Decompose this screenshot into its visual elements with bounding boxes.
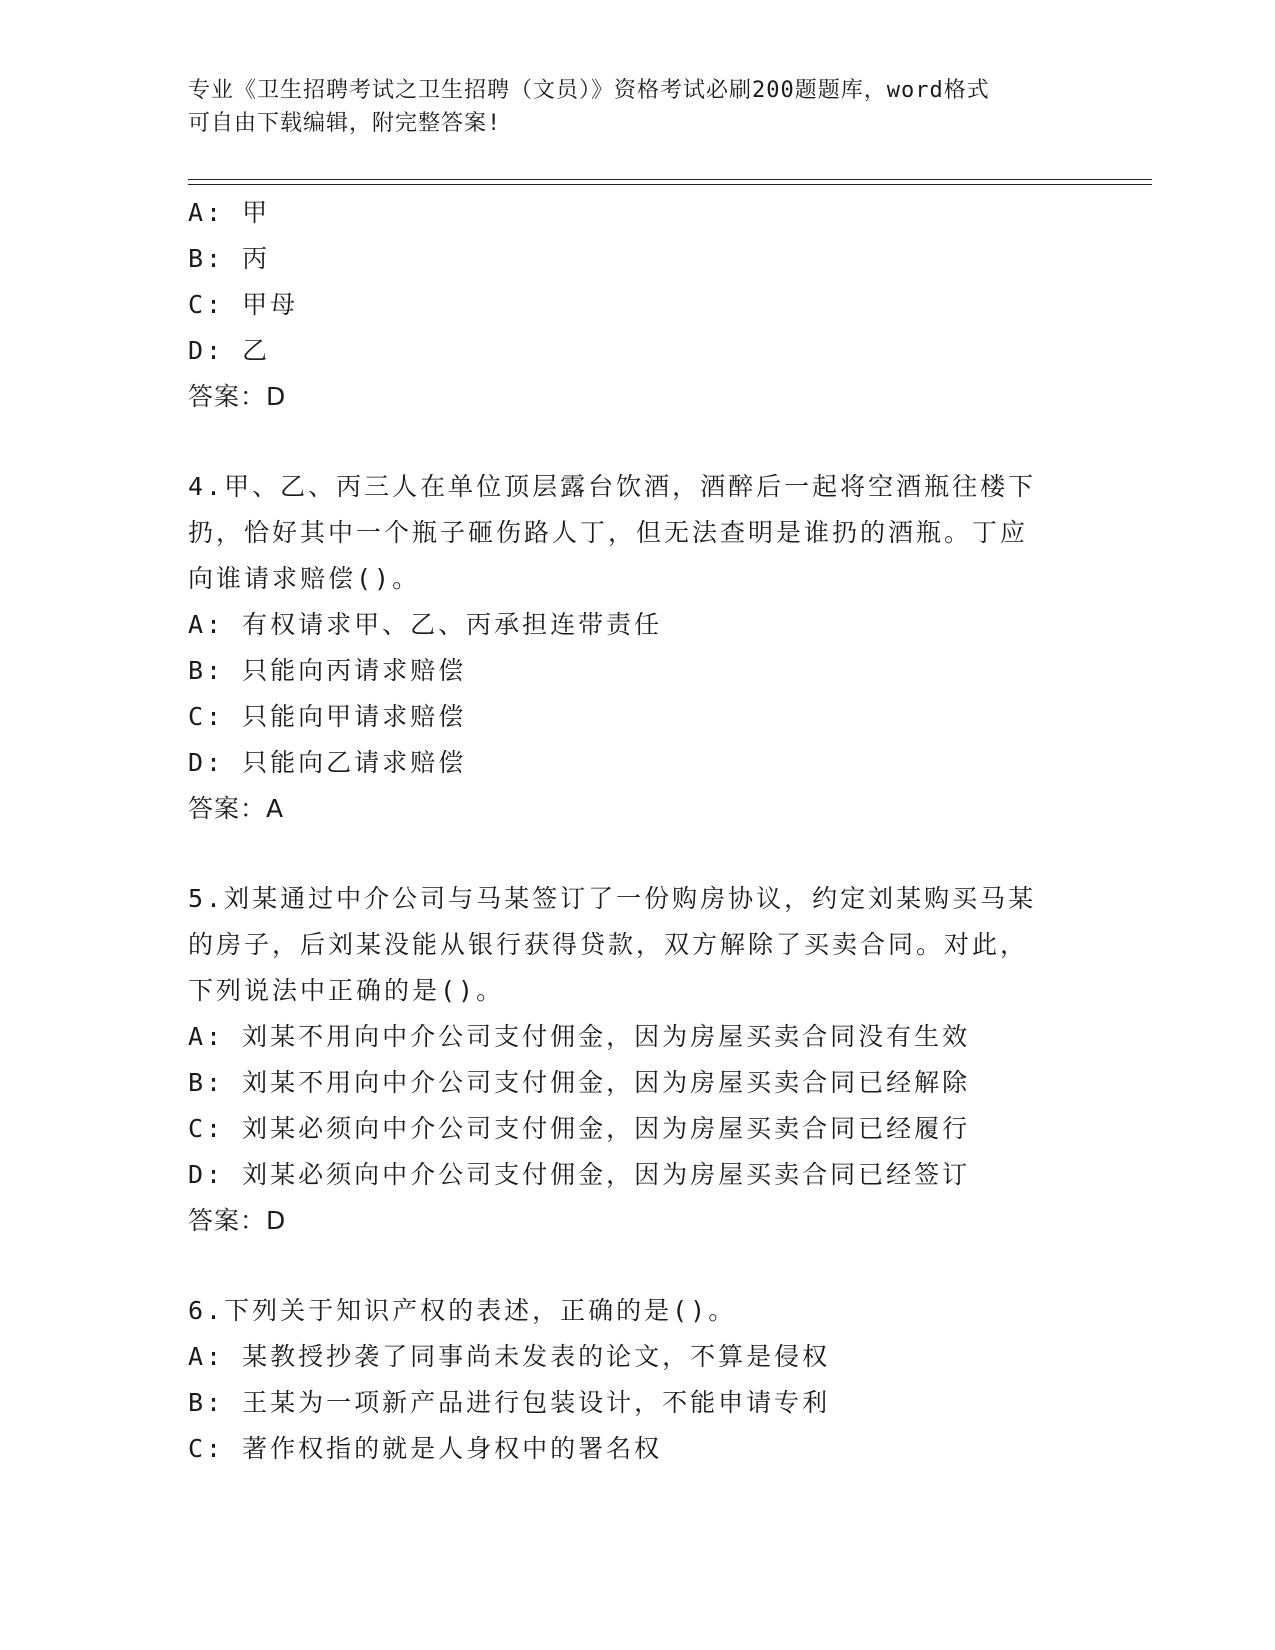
question-text-line: 5.刘某通过中介公司与马某签订了一份购房协议，约定刘某购买马某 bbox=[188, 884, 1037, 913]
question-text bbox=[188, 876, 1088, 1014]
option-d: D: 刘某必须向中介公司支付佣金，因为房屋买卖合同已经签订 bbox=[188, 1160, 971, 1189]
question-text-line: 的房子，后刘某没能从银行获得贷款，双方解除了买卖合同。对此， bbox=[188, 930, 1029, 959]
option-b: B: 只能向丙请求赔偿 bbox=[188, 656, 467, 685]
option-d: D: 乙 bbox=[188, 336, 271, 365]
option-c: C: 刘某必须向中介公司支付佣金，因为房屋买卖合同已经履行 bbox=[188, 1114, 971, 1143]
answer-line: 答案：A bbox=[188, 794, 285, 823]
option-a: A: 有权请求甲、乙、丙承担连带责任 bbox=[188, 610, 663, 639]
question-block-4 bbox=[188, 464, 1088, 832]
option-a: A: 甲 bbox=[188, 198, 271, 227]
option-c: C: 甲母 bbox=[188, 290, 299, 319]
question-text-line: 4.甲、乙、丙三人在单位顶层露台饮酒，酒醉后一起将空酒瓶往楼下 bbox=[188, 472, 1037, 501]
question-list bbox=[188, 190, 1088, 1472]
option-c: C: 只能向甲请求赔偿 bbox=[188, 702, 467, 731]
header-divider-bottom bbox=[188, 184, 1152, 185]
answer-line: 答案：D bbox=[188, 382, 287, 411]
option-a: A: 刘某不用向中介公司支付佣金，因为房屋买卖合同没有生效 bbox=[188, 1022, 971, 1051]
question-text-line: 下列说法中正确的是()。 bbox=[188, 976, 505, 1005]
header-line-2: 可自由下载编辑，附完整答案! bbox=[188, 111, 502, 136]
document-header bbox=[188, 74, 1068, 140]
question-text bbox=[188, 1288, 1088, 1334]
question-text-line: 扔，恰好其中一个瓶子砸伤路人丁，但无法查明是谁扔的酒瓶。丁应 bbox=[188, 518, 1029, 547]
question-text-line: 向谁请求赔偿()。 bbox=[188, 564, 421, 593]
option-b: B: 丙 bbox=[188, 244, 271, 273]
option-d: D: 只能向乙请求赔偿 bbox=[188, 748, 467, 777]
option-c: C: 著作权指的就是人身权中的署名权 bbox=[188, 1434, 663, 1463]
option-b: B: 王某为一项新产品进行包装设计，不能申请专利 bbox=[188, 1388, 831, 1417]
option-b: B: 刘某不用向中介公司支付佣金，因为房屋买卖合同已经解除 bbox=[188, 1068, 971, 1097]
option-a: A: 某教授抄袭了同事尚未发表的论文，不算是侵权 bbox=[188, 1342, 831, 1371]
question-text-line: 6.下列关于知识产权的表述，正确的是()。 bbox=[188, 1296, 737, 1325]
question-text bbox=[188, 464, 1088, 602]
question-block-3 bbox=[188, 190, 1088, 420]
question-block-6 bbox=[188, 1288, 1088, 1472]
answer-line: 答案：D bbox=[188, 1206, 287, 1235]
header-divider-top bbox=[188, 179, 1152, 180]
question-block-5 bbox=[188, 876, 1088, 1244]
header-line-1: 专业《卫生招聘考试之卫生招聘（文员）》资格考试必刷200题题库，word格式 bbox=[188, 78, 990, 103]
